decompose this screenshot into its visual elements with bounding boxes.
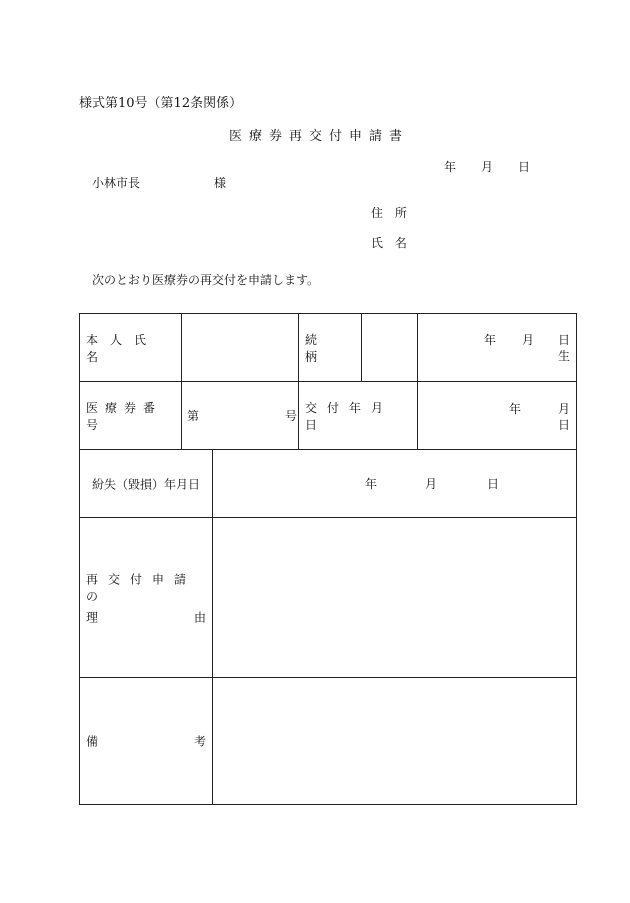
lost-day-label: 日 (487, 477, 500, 491)
remarks-label (86, 733, 206, 750)
lost-date-label: 紛失（毀損）年月日 (91, 477, 200, 491)
birthdate-field[interactable] (418, 314, 577, 382)
reason-label-yu: 由 (193, 610, 206, 624)
remarks-label-cell (80, 678, 213, 805)
remarks-label-kou: 考 (193, 734, 206, 749)
lost-year-label: 年 (365, 477, 378, 491)
intro-text: 次のとおり医療券の再交付を申請します。 (92, 273, 320, 287)
date-month-label: 月 (481, 160, 494, 174)
reason-label (86, 570, 206, 625)
issue-day-label: 日 (558, 418, 571, 432)
reason-label-cell (80, 518, 213, 678)
cert-number-label: 医療券番号 (86, 400, 163, 432)
issue-month-label: 月 (558, 402, 571, 416)
birth-day-label: 日 (558, 333, 571, 347)
cert-number-label-cell (80, 382, 182, 450)
address-label: 住 所 (371, 206, 411, 220)
person-name-label-cell (80, 314, 182, 382)
issue-date-field[interactable] (418, 382, 577, 450)
birth-month-label: 月 (522, 333, 535, 347)
reason-label-line1: 再交付申請の (86, 572, 197, 603)
lost-date-field[interactable] (213, 450, 577, 518)
cert-suffix: 号 (285, 409, 298, 423)
addressee-mayor: 小林市長 (92, 176, 141, 190)
issue-date-label: 交付年月日 (305, 400, 394, 432)
application-form-table (79, 313, 577, 805)
cert-prefix: 第 (187, 409, 200, 423)
date-year-label: 年 (444, 160, 457, 174)
birth-year-label: 年 (484, 333, 497, 347)
addressee-honorific: 様 (214, 176, 227, 190)
form-number: 様式第10号（第12条関係） (79, 96, 243, 111)
reason-field[interactable] (213, 518, 577, 678)
issue-year-label: 年 (509, 402, 522, 416)
lost-date-label-cell (80, 450, 213, 518)
issue-date-label-cell (299, 382, 418, 450)
birth-born-label: 生 (558, 349, 571, 363)
applicant-name-label: 氏 名 (371, 236, 411, 250)
reason-label-ri: 理 (86, 610, 99, 624)
person-name-field[interactable] (182, 314, 299, 382)
person-name-label (86, 331, 175, 365)
person-name-label-text: 本人氏名 (86, 332, 159, 364)
cert-number-field[interactable] (182, 382, 299, 450)
relationship-label: 続 柄 (305, 332, 332, 364)
lost-month-label: 月 (425, 477, 438, 491)
date-day-label: 日 (518, 160, 531, 174)
reason-label-line2 (86, 608, 206, 625)
relationship-label-cell (299, 314, 362, 382)
document-title: 医療券再交付申請書 (229, 129, 410, 144)
remarks-label-bi: 備 (86, 734, 99, 749)
remarks-field[interactable] (213, 678, 577, 805)
relationship-field[interactable] (362, 314, 418, 382)
